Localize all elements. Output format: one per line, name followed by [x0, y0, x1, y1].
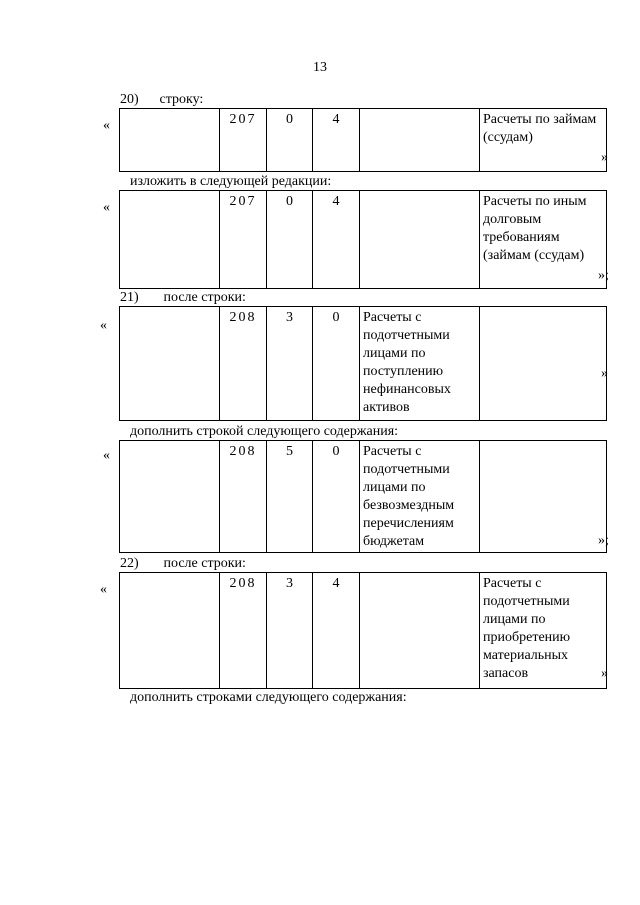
cell-subcode-2: 0 — [313, 307, 360, 421]
cell-subcode-2: 4 — [313, 191, 360, 289]
cell-code: 208 — [220, 441, 267, 553]
item-21-intro — [120, 290, 246, 306]
item-number: 22) — [120, 556, 139, 571]
close-quote: »; — [598, 533, 609, 548]
close-quote: » — [601, 666, 608, 681]
cell-subcode-1: 3 — [267, 573, 313, 689]
item-number: 21) — [120, 290, 139, 305]
item-22-replace: дополнить строками следующего содержания: — [130, 690, 407, 705]
open-quote: « — [100, 582, 107, 597]
cell-empty — [120, 191, 220, 289]
cell-name-left: Расчеты с подотчетными лицами по поступлению нефинансовых активов — [360, 307, 480, 421]
cell-empty — [120, 307, 220, 421]
cell-subcode-1: 5 — [267, 441, 313, 553]
cell-subcode-1: 0 — [267, 109, 313, 172]
close-quote: »; — [598, 268, 609, 283]
cell-subcode-2: 0 — [313, 441, 360, 553]
item-intro-text: строку: — [159, 92, 204, 107]
item-intro-text: после строки: — [163, 556, 246, 571]
item-22-intro — [120, 556, 246, 572]
cell-empty — [120, 573, 220, 689]
cell-name-right: Расчеты с подотчетными лицами по приобретению материальных запасов — [480, 573, 607, 689]
table-row — [119, 440, 607, 553]
cell-subcode-2: 4 — [313, 109, 360, 172]
item-20-intro — [120, 92, 203, 108]
table-row — [119, 108, 607, 172]
item-20-replace: изложить в следующей редакции: — [130, 174, 332, 189]
open-quote: « — [103, 200, 110, 215]
cell-code: 208 — [220, 573, 267, 689]
cell-code: 208 — [220, 307, 267, 421]
cell-name-left — [360, 109, 480, 172]
open-quote: « — [103, 118, 110, 133]
cell-name-left — [360, 573, 480, 689]
cell-name-left — [360, 191, 480, 289]
cell-name-right: Расчеты по иным долговым требованиям (займам (ссудам) — [480, 191, 607, 289]
cell-code: 207 — [220, 109, 267, 172]
cell-code: 207 — [220, 191, 267, 289]
item-number: 20) — [120, 92, 139, 107]
cell-empty — [120, 441, 220, 553]
cell-empty — [120, 109, 220, 172]
cell-subcode-1: 0 — [267, 191, 313, 289]
open-quote: « — [103, 448, 110, 463]
cell-name-right — [480, 441, 607, 553]
table-row — [119, 190, 607, 289]
cell-subcode-1: 3 — [267, 307, 313, 421]
item-intro-text: после строки: — [163, 290, 246, 305]
table-row — [119, 572, 607, 689]
cell-name-right — [480, 307, 607, 421]
cell-name-left: Расчеты с подотчетными лицами по безвозмездным перечислениям бюджетам — [360, 441, 480, 553]
item-21-replace: дополнить строкой следующего содержания: — [130, 424, 399, 439]
cell-name-right: Расчеты по займам (ссудам) — [480, 109, 607, 172]
page-number: 13 — [313, 60, 327, 75]
open-quote: « — [100, 318, 107, 333]
cell-subcode-2: 4 — [313, 573, 360, 689]
close-quote: » — [601, 150, 608, 165]
table-row — [119, 306, 607, 421]
close-quote: » — [601, 366, 608, 381]
